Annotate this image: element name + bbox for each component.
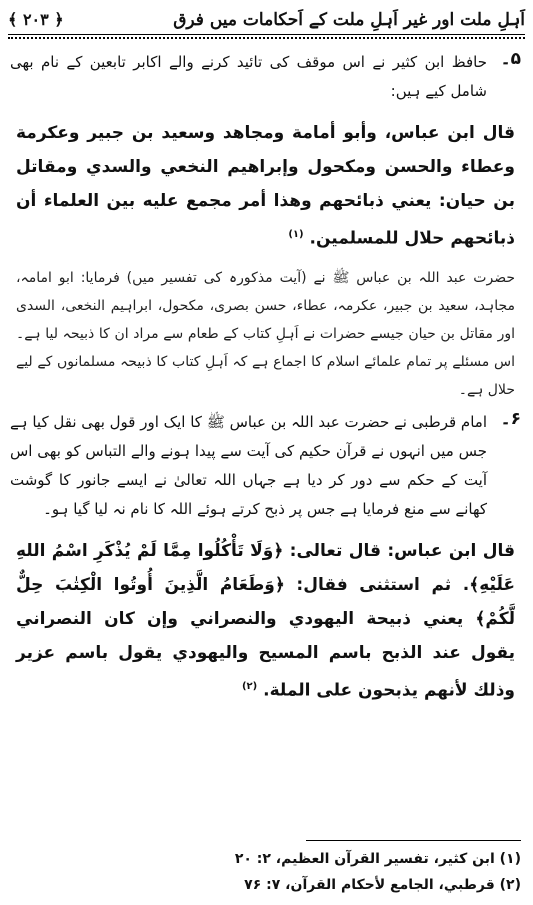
- footnote-2: (۲) قرطبي، الجامع لأحكام القرآن، ۷: ۷۶: [244, 877, 521, 893]
- footnotes: [10, 846, 521, 898]
- item-5-number: ۵۔: [500, 49, 521, 69]
- footnote-ref-2: (۲): [241, 680, 258, 692]
- item-5-text: حافظ ابن کثیر نے اس موقف کی تائید کرنے والے اکابر تابعین کے نام بھی شامل کیے ہیں:: [10, 53, 487, 100]
- item-5-arabic-text: قال ابن عباس، وأبو أمامة ومجاهد وسعيد بن جبير وعكرمة وعطاء والحسن ومكحول وإبراهيم النخعي والسدي ومقاتل بن حيان: يعني ذبائحهم وهذا أمر مجمع عليه بين العلماء أن ذبائحهم حلال للمسلمين.: [16, 123, 515, 249]
- page-header: [8, 4, 525, 35]
- page-number: ﴿ ۲۰۳ ﴾: [8, 9, 64, 29]
- item-5-arabic-quote: [16, 116, 515, 256]
- item-6-number: ۶۔: [500, 408, 521, 429]
- header-dotted-rule: [8, 37, 525, 39]
- item-6: [10, 408, 521, 524]
- item-5: [10, 48, 521, 106]
- running-title: اَہلِ ملت اور غیر اَہلِ ملت کے اَحکامات میں فرق: [173, 9, 525, 30]
- page-body: [10, 48, 521, 715]
- item-6-text: امام قرطبی نے حضرت عبد اللہ بن عباس ﷺ کا ایک اور قول بھی نقل کیا ہے جس میں انہوں نے قرآن حکیم کی آیت سے پیدا ہونے والے التباس کو بھی اس آیت کے حکم سے دور کر دیا ہے جہاں اللہ تعالیٰ نے ایسے جانور کا گوشت کھانے سے منع فرمایا ہے جس پر ذبح کرتے ہوئے اللہ کا نام نہ لیا گیا ہو۔: [10, 412, 487, 518]
- footnote-rule: [306, 840, 521, 841]
- footnote-ref-1: (۱): [288, 229, 304, 240]
- item-6-arabic-text: قال ابن عباس: قال تعالى: ﴿وَلَا تَأْكُلُوا مِمَّا لَمْ يُذْكَرِ اسْمُ اللهِ عَلَيْهِ﴾. ثم استثنى فقال: ﴿وَطَعَامُ الَّذِينَ أُوتُوا الْكِتٰبَ حِلٌّ لَّكُمْ﴾ يعني ذبيحة اليهودي والنصراني وإن كان النصراني يقول عند الذبح باسم المسيح واليهودي يقول باسم عزير وذلك لأنهم يذبحون على الملة.: [16, 540, 515, 701]
- item-6-arabic-quote: [16, 534, 515, 708]
- footnote-1: (۱) ابن كثير، تفسير القرآن العظيم، ۲: ۲۰: [234, 851, 521, 867]
- item-5-translation: حضرت عبد اللہ بن عباس ﷺ نے (آیت مذکورہ کی تفسیر میں) فرمایا: ابو امامہ، مجاہد، سعید بن جبیر، عکرمہ، عطاء، حسن بصری، مکحول، ابراہیم النخعی، السدی اور مقاتل بن حیان جیسے حضرات نے اَہلِ کتاب کے طعام سے مراد ان کا ذبیحہ لیا ہے۔ اس مسئلے پر تمام علمائے اسلام کا اجماع ہے کہ اَہلِ کتاب کا ذبیحہ مسلمانوں کے لیے حلال ہے۔: [16, 269, 515, 398]
